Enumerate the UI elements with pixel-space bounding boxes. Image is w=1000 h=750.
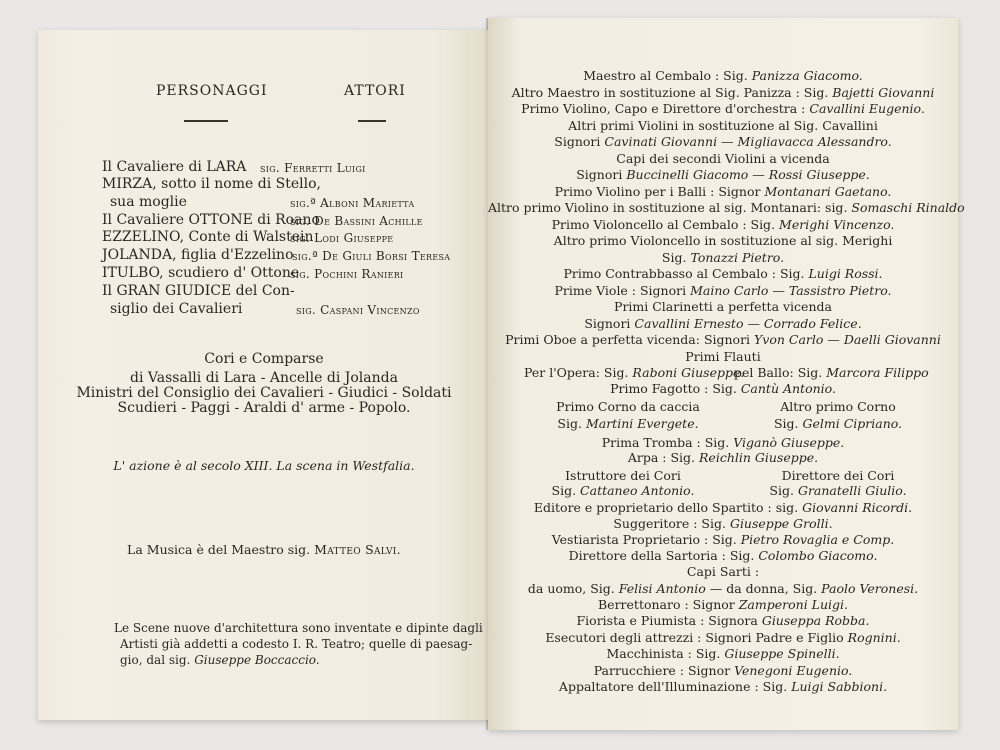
credit-name: Montanari Gaetano. xyxy=(764,183,892,199)
credit-line xyxy=(488,565,958,579)
cast-actor: sig. Caspani Vincenzo xyxy=(296,303,420,317)
credit-line xyxy=(488,614,958,628)
credit-name: Colombo Giacomo. xyxy=(758,548,878,563)
scene-painter-name: Giuseppe Boccaccio. xyxy=(194,653,320,667)
credit-label: Primo Violino, Capo e Direttore d'orchestra : xyxy=(521,101,806,116)
scene-credit-line: Artisti già addetti a codesto I. R. Teatro; quelle di paesag- xyxy=(120,637,473,651)
tromba-credit xyxy=(488,436,958,450)
credit-line xyxy=(488,234,958,248)
credit-name: Felisi Antonio xyxy=(618,581,706,596)
credit-label: Parrucchiere : Signor xyxy=(593,662,731,678)
music-credit xyxy=(38,543,490,557)
flauti-ballo xyxy=(734,366,929,380)
credit-label: Suggeritore : Sig. xyxy=(613,516,726,531)
credit-name: Reichlin Giuseppe. xyxy=(699,450,819,465)
setting-note: L' azione è al secolo XIII. La scena in Westfalia. xyxy=(113,458,415,473)
credit-label: Primi Clarinetti a perfetta vicenda xyxy=(614,299,832,314)
credit-label: pel Ballo: Sig. xyxy=(734,365,823,380)
credit-label: Capi dei secondi Violini a vicenda xyxy=(616,150,830,166)
direttore-cori-title: Direttore dei Cori xyxy=(781,468,895,483)
credit-line xyxy=(488,119,958,133)
credit-label: Primo Violoncello al Cembalo : Sig. xyxy=(551,216,776,232)
cast-role: Il Cavaliere di LARA xyxy=(102,159,247,175)
credit-name: Gelmi Cipriano. xyxy=(802,416,903,431)
credit-label: Signori xyxy=(554,134,601,149)
credit-name: Marcora Filippo xyxy=(826,365,929,380)
header-personaggi: PERSONAGGI xyxy=(156,83,268,99)
credit-name: Granatelli Giulio. xyxy=(797,483,907,498)
cast-actor: sig. Lodi Giuseppe xyxy=(290,231,394,245)
credit-label: Primo Contrabbasso al Cembalo : Sig. xyxy=(563,266,805,281)
cast-actor: sig. Ferretti Luigi xyxy=(260,161,366,175)
scene-credit-line: Le Scene nuove d'architettura sono inventate e dipinte dagli xyxy=(114,621,483,635)
credit-name: Somaschi Rinaldo xyxy=(851,200,965,215)
credit-name: Rognini. xyxy=(847,629,901,645)
cast-role: EZZELINO, Conte di Walstein xyxy=(102,229,314,245)
credit-label: Altro primo Violoncello in sostituzione al sig. Merighi xyxy=(553,233,893,248)
credit-label: Sig. xyxy=(557,416,582,431)
cori-line: Ministri del Consiglio dei Cavalieri - Giudici - Soldati xyxy=(76,385,452,401)
credit-name: Buccinelli Giacomo — Rossi Giuseppe. xyxy=(626,167,870,182)
corno-right-title: Altro primo Corno xyxy=(780,399,896,414)
credit-label: Altro primo Violino in sostituzione al sig. Montanari: sig. xyxy=(488,200,848,215)
credit-name: Giuseppe Spinelli. xyxy=(724,646,840,662)
credit-line xyxy=(488,69,958,83)
cast-role: sua moglie xyxy=(110,194,187,210)
corno-right-name xyxy=(748,417,928,431)
cast-role: Il Cavaliere OTTONE di Roano xyxy=(102,212,320,228)
credit-line xyxy=(488,152,958,166)
credit-name: Raboni Giuseppe. xyxy=(632,365,745,380)
credit-line xyxy=(488,218,958,232)
direttore-cori-name xyxy=(738,484,938,498)
header-attori: ATTORI xyxy=(344,83,406,99)
credit-label: Maestro al Cembalo : Sig. xyxy=(583,68,748,83)
fagotto-credit xyxy=(488,382,958,396)
credit-line xyxy=(488,647,958,661)
credit-label: Signori xyxy=(584,315,631,331)
credit-label: Sig. xyxy=(661,249,687,265)
credit-line xyxy=(488,501,958,515)
cast-actor: sig. Pochini Ranieri xyxy=(290,267,404,281)
credit-line xyxy=(488,251,958,265)
credit-label: Fiorista e Piumista : Signora xyxy=(576,613,758,629)
istruttore-title: Istruttore dei Cori xyxy=(565,468,681,483)
header-rule-right xyxy=(358,120,386,122)
credit-line xyxy=(488,86,958,100)
credit-label: da uomo, Sig. xyxy=(527,581,615,596)
credit-name: Panizza Giacomo. xyxy=(751,68,863,83)
credit-label: Altri primi Violini in sostituzione al Sig. Cavallini xyxy=(568,117,878,133)
cast-role: Il GRAN GIUDICE del Con- xyxy=(102,283,295,299)
credit-label: Primo Fagotto : Sig. xyxy=(610,381,737,396)
credit-name: Giovanni Ricordi. xyxy=(802,500,913,515)
credit-label: Prima Tromba : Sig. xyxy=(601,435,730,450)
credit-line xyxy=(488,680,958,694)
credit-label: Signori xyxy=(576,167,623,182)
credit-name: Tonazzi Pietro. xyxy=(690,249,785,265)
istruttore-name xyxy=(528,484,718,498)
credit-label: Appaltatore dell'Illuminazione : Sig. xyxy=(558,679,788,694)
cori-title: Cori e Comparse xyxy=(204,351,324,367)
credit-line xyxy=(488,300,958,314)
cast-role: MIRZA, sotto il nome di Stello, xyxy=(102,176,321,192)
credit-name: Zamperoni Luigi. xyxy=(738,597,848,612)
cast-actor: sig.ª Alboni Marietta xyxy=(290,196,415,210)
credit-line xyxy=(488,549,958,563)
credit-line xyxy=(488,517,958,531)
arpa-credit xyxy=(488,451,958,465)
credit-label: Sig. xyxy=(769,483,794,498)
credit-name: Venegoni Eugenio. xyxy=(734,662,853,678)
credit-name: Pietro Rovaglia e Comp. xyxy=(740,532,895,547)
corno-left-name xyxy=(528,417,728,431)
cast-role: JOLANDA, figlia d'Ezzelino xyxy=(102,247,294,263)
composer-name: Matteo Salvi. xyxy=(314,542,401,557)
credit-line xyxy=(488,533,958,547)
credit-label: Direttore della Sartoria : Sig. xyxy=(568,548,755,563)
credit-name: Martini Evergete. xyxy=(585,416,699,431)
credit-name: Cavallini Ernesto — Corrado Felice. xyxy=(634,315,862,331)
credit-name: Paolo Veronesi. xyxy=(821,581,919,596)
credit-label: Arpa : Sig. xyxy=(627,450,696,465)
credit-name: Cattaneo Antonio. xyxy=(580,483,695,498)
credit-name: Giuseppa Robba. xyxy=(761,613,870,629)
credit-line xyxy=(488,664,958,678)
cast-actor: sig. De Bassini Achille xyxy=(290,214,423,228)
credit-line xyxy=(488,333,958,347)
cori-line: di Vassalli di Lara - Ancelle di Jolanda xyxy=(130,370,398,386)
credit-name: Luigi Rossi. xyxy=(808,266,883,281)
credit-label: Editore e proprietario dello Spartito : sig. xyxy=(533,500,799,515)
credit-line xyxy=(488,317,958,331)
credit-label: Primi Oboe a perfetta vicenda: Signori xyxy=(505,332,751,347)
cast-actor: sig.ª De Giuli Borsi Teresa xyxy=(292,249,451,263)
credit-name: Cavinati Giovanni — Migliavacca Alessandro. xyxy=(604,134,892,149)
credit-line xyxy=(488,284,958,298)
corno-left-title: Primo Corno da caccia xyxy=(556,399,700,414)
credit-line xyxy=(488,598,958,612)
music-credit-prefix: La Musica è del Maestro sig. xyxy=(127,542,311,557)
header-rule-left xyxy=(184,120,228,122)
credit-line xyxy=(488,135,958,149)
left-page xyxy=(38,30,490,720)
credit-name: Maino Carlo — Tassistro Pietro. xyxy=(690,282,892,298)
credit-label: Sig. xyxy=(551,483,577,498)
cast-role: siglio dei Cavalieri xyxy=(110,301,243,317)
credit-label: Prime Viole : Signori xyxy=(554,282,687,298)
credit-label: Capi Sarti : xyxy=(686,564,760,579)
credit-label: Per l'Opera: Sig. xyxy=(524,365,629,380)
credit-label: Berrettonaro : Signor xyxy=(597,597,735,612)
capi-sarti-names xyxy=(488,582,958,596)
credit-line xyxy=(488,185,958,199)
credit-name: Giuseppe Grolli. xyxy=(729,516,833,531)
credit-line xyxy=(488,267,958,281)
credit-label: Sig. xyxy=(773,416,799,431)
credit-line xyxy=(488,631,958,645)
credit-line xyxy=(488,200,965,215)
credit-label: Vestiarista Proprietario : Sig. xyxy=(551,532,737,547)
credit-name: Merighi Vincenzo. xyxy=(779,216,895,232)
credit-name: Cantù Antonio. xyxy=(740,381,836,396)
flauti-opera xyxy=(524,366,744,380)
credit-label: Primo Violino per i Balli : Signor xyxy=(554,183,761,199)
credit-line xyxy=(488,102,958,116)
credit-label: Primi Flauti xyxy=(685,348,761,364)
cast-role: ITULBO, scudiero d' Ottone xyxy=(102,265,300,281)
credit-label: Altro Maestro in sostituzione al Sig. Panizza : Sig. xyxy=(511,84,829,100)
credit-name: Luigi Sabbioni. xyxy=(791,679,888,694)
credit-name: Viganò Giuseppe. xyxy=(733,435,845,450)
credit-name: Bajetti Giovanni xyxy=(832,84,935,100)
credit-line xyxy=(488,350,958,364)
credit-name: Cavallini Eugenio. xyxy=(809,101,925,116)
credit-line xyxy=(488,168,958,182)
scene-credit-line xyxy=(120,653,320,667)
credit-name: Yvon Carlo — Daelli Giovanni xyxy=(754,332,941,347)
cori-line: Scudieri - Paggi - Araldi d' arme - Popolo. xyxy=(117,400,411,416)
right-page xyxy=(488,18,965,730)
credit-label: Esecutori degli attrezzi : Signori Padre e Figlio xyxy=(545,629,844,645)
scene-credit-prefix: gio, dal sig. xyxy=(120,653,191,667)
credit-label: Macchinista : Sig. xyxy=(606,646,721,662)
credit-label: — da donna, Sig. xyxy=(709,581,818,596)
